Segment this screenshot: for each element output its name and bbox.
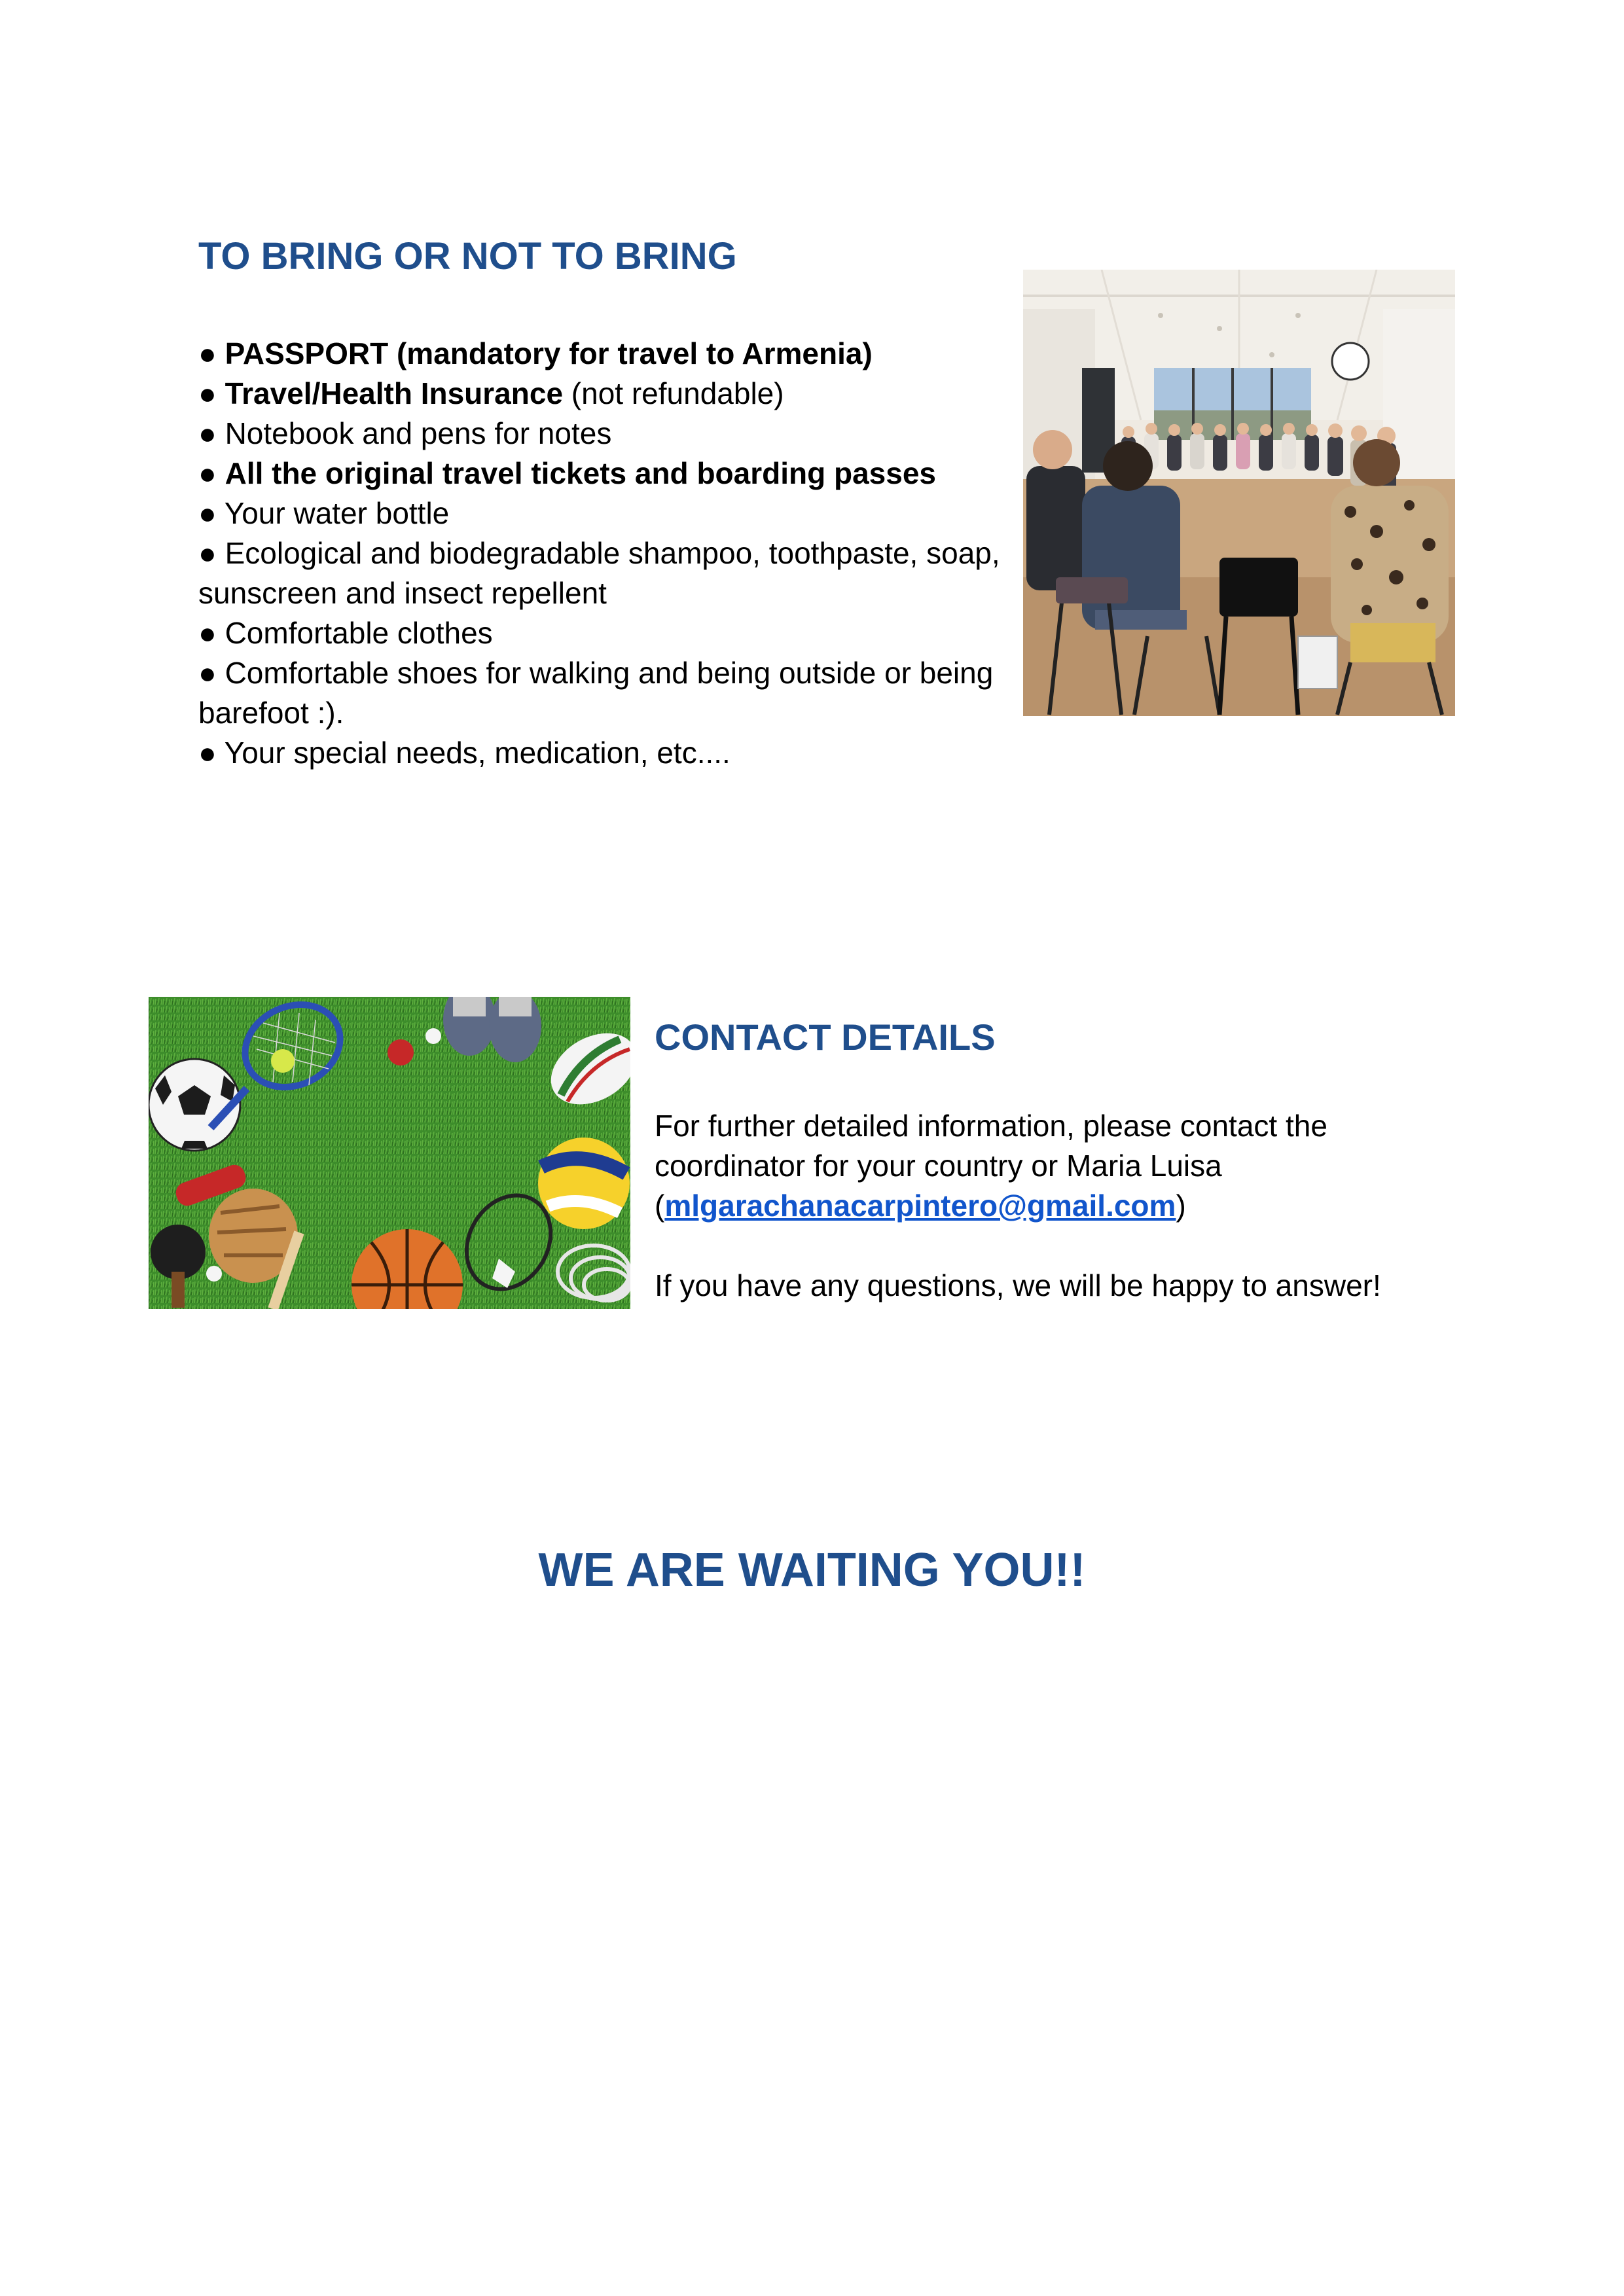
- contact-closing-paragraph: If you have any questions, we will be happy to answer!: [655, 1268, 1381, 1302]
- list-item: [198, 733, 1010, 773]
- list-item: [198, 414, 1010, 454]
- closing-title: WE ARE WAITING YOU!!: [538, 1544, 1086, 1596]
- list-item-text: (not refundable): [563, 376, 784, 410]
- contact-paragraph: [655, 1106, 1440, 1226]
- contact-details-body: [655, 1106, 1440, 1306]
- bullet: ●: [198, 616, 217, 650]
- list-item: [198, 613, 1010, 653]
- list-item-text: Comfortable shoes for walking and being outside or being barefoot :).: [198, 656, 994, 730]
- list-item: [198, 533, 1010, 613]
- list-item-text: Ecological and biodegradable shampoo, toothpaste, soap, sunscreen and insect repellent: [198, 536, 1000, 610]
- list-item-bold: All the original travel tickets and boarding passes: [225, 456, 936, 490]
- list-item-text: Your water bottle: [224, 496, 450, 530]
- list-item-bold: PASSPORT (mandatory for travel to Armenia): [225, 336, 873, 370]
- packing-list: [198, 334, 1010, 773]
- bullet: ●: [198, 656, 217, 690]
- list-item-text: Your special needs, medication, etc....: [224, 736, 731, 770]
- section-title-to-bring: TO BRING OR NOT TO BRING: [198, 235, 737, 278]
- email-link[interactable]: mlgarachanacarpintero@gmail.com: [664, 1189, 1176, 1223]
- section-title-contact: CONTACT DETAILS: [655, 1016, 996, 1058]
- bullet: ●: [198, 736, 217, 770]
- sports-equipment-photo: [149, 997, 630, 1309]
- list-item-text: Comfortable clothes: [225, 616, 493, 650]
- list-item: [198, 374, 1010, 414]
- bullet: ●: [198, 536, 217, 570]
- bullet: ●: [198, 336, 217, 370]
- contact-text-post: ): [1176, 1189, 1186, 1223]
- list-item: [198, 334, 1010, 374]
- bullet: ●: [198, 496, 217, 530]
- list-item: [198, 653, 1010, 733]
- bullet: ●: [198, 376, 217, 410]
- list-item-text: Notebook and pens for notes: [225, 416, 612, 450]
- meeting-room-photo: [1023, 270, 1455, 716]
- contact-text-pre: For further detailed information, please contact the coordinator for your country or Maria Luisa (: [655, 1109, 1327, 1223]
- bullet: ●: [198, 416, 217, 450]
- list-item: [198, 454, 1010, 493]
- list-item: [198, 493, 1010, 533]
- bullet: ●: [198, 456, 217, 490]
- paragraph-gap: [655, 1226, 1440, 1266]
- list-item-bold: Travel/Health Insurance: [225, 376, 564, 410]
